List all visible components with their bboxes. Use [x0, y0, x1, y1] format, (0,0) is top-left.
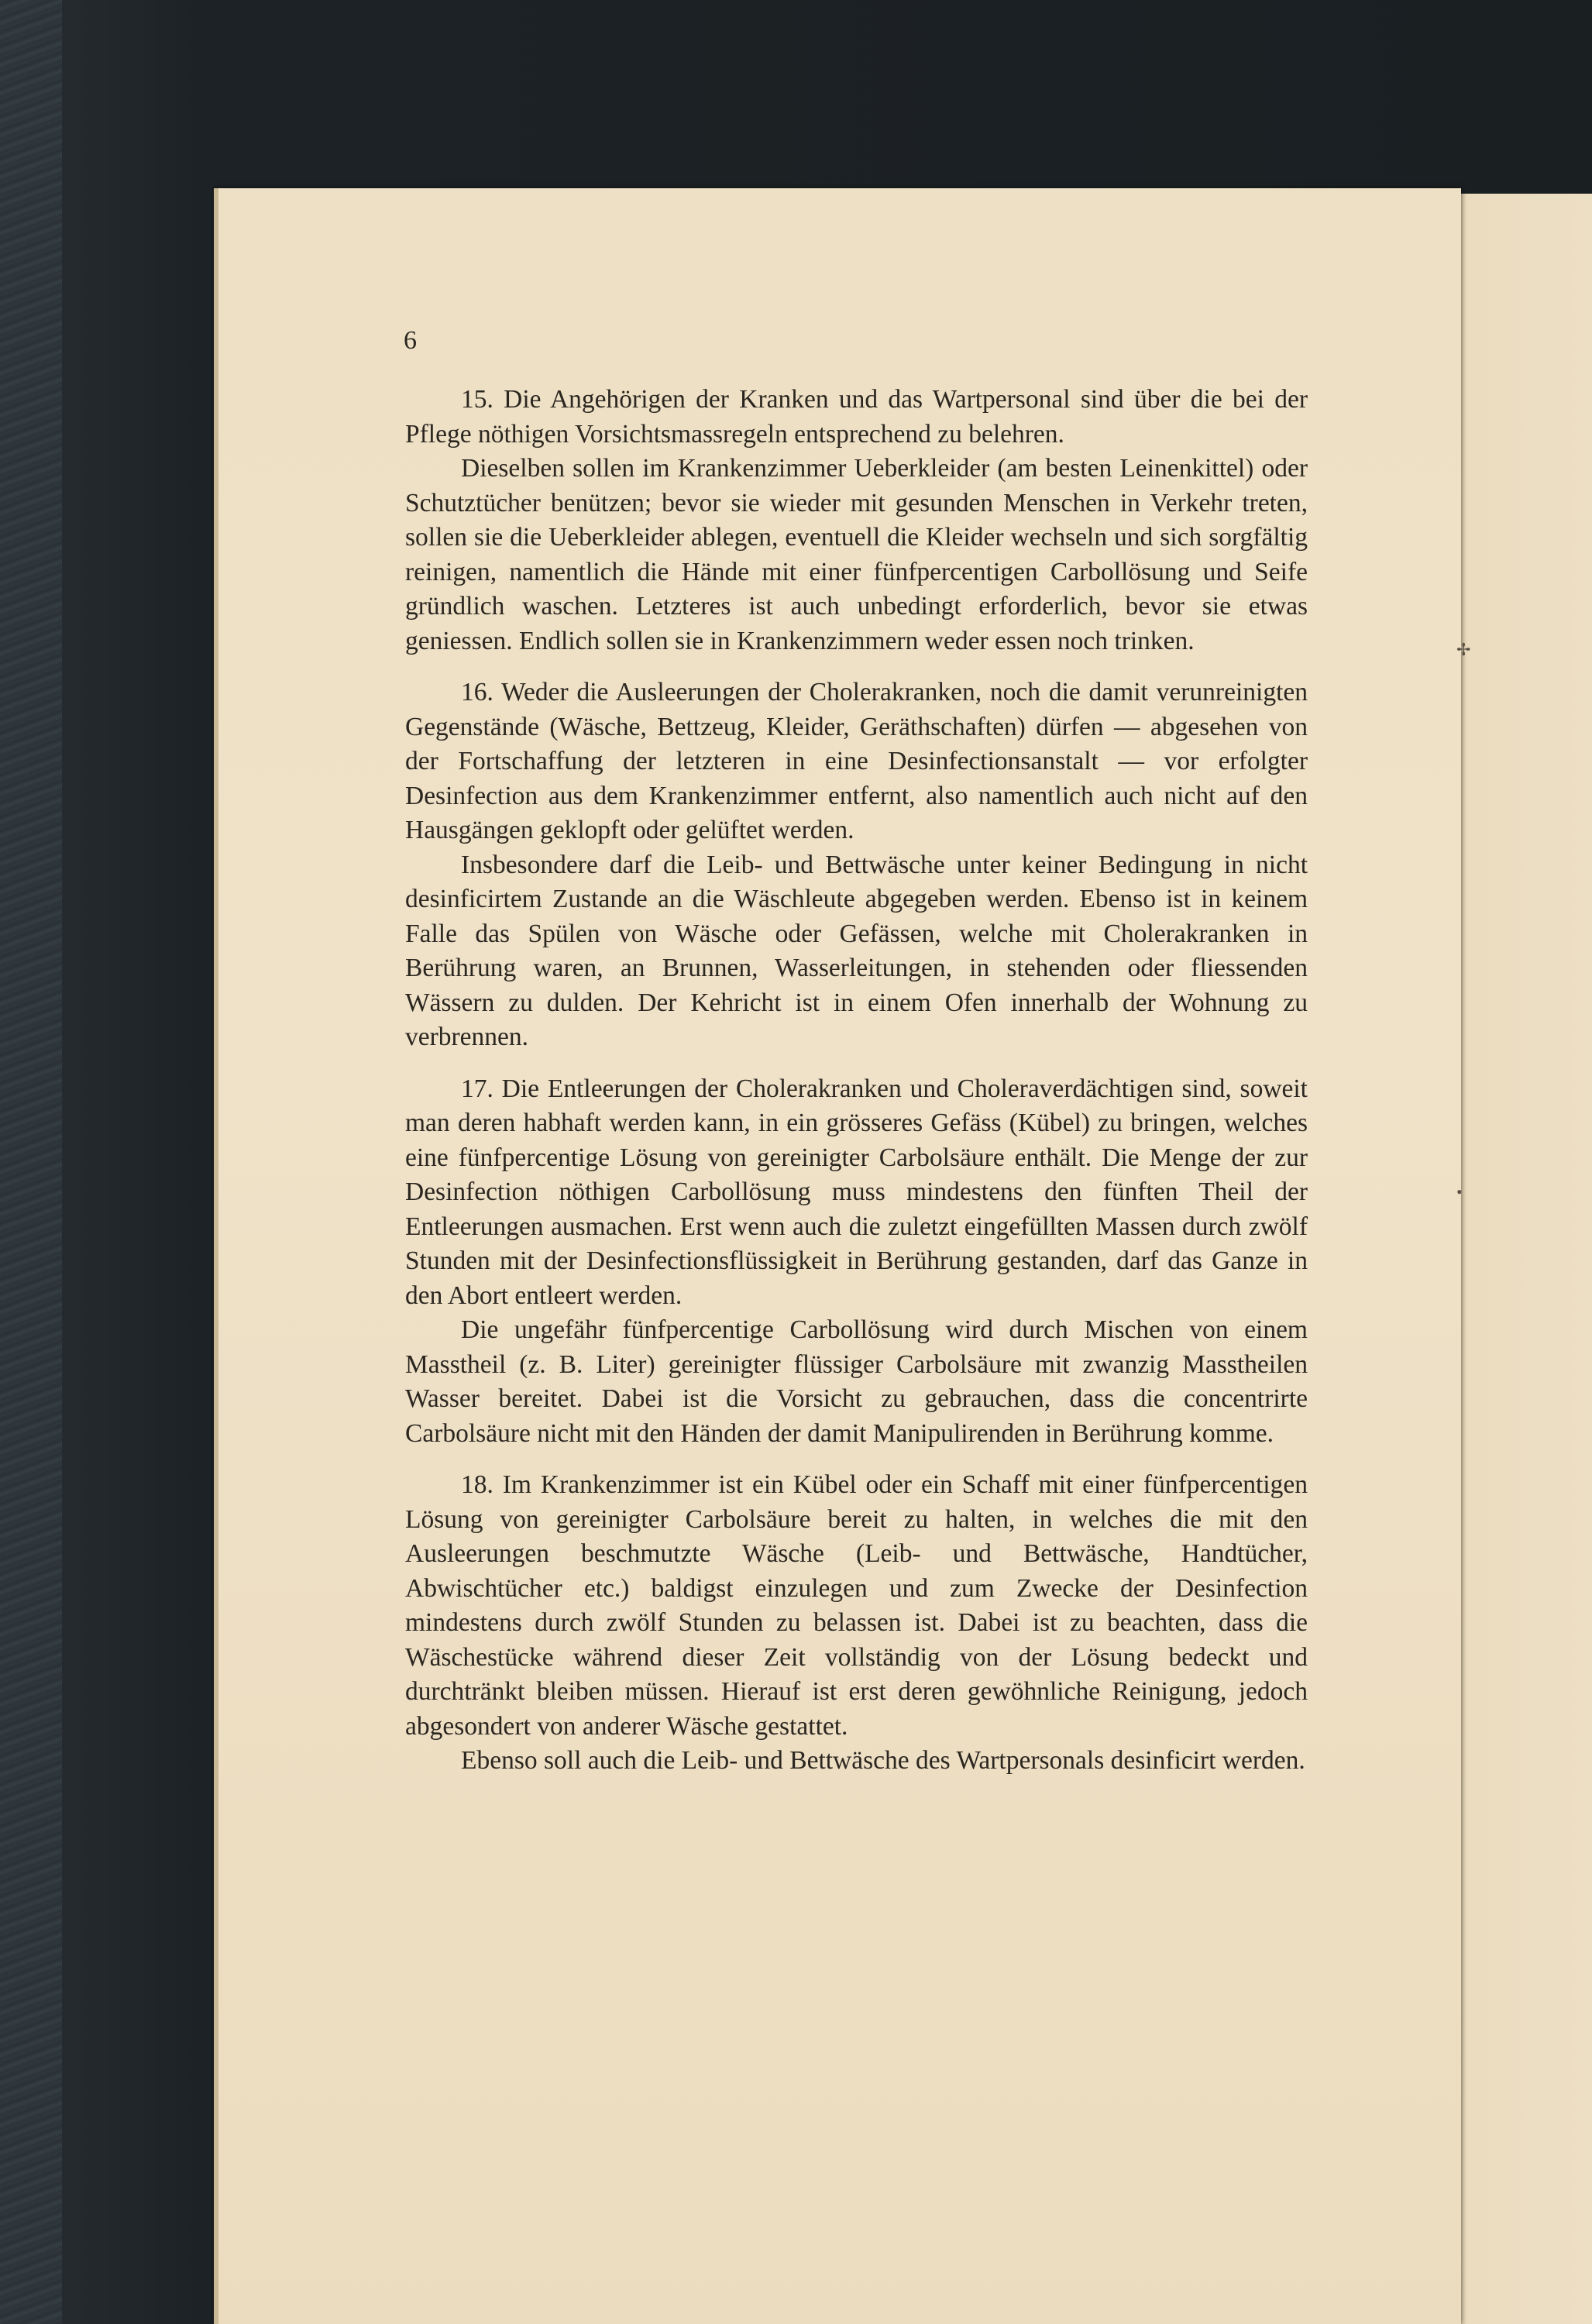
- margin-mark: •: [1456, 1182, 1463, 1202]
- page-number: 6: [404, 326, 417, 355]
- paragraph: Ebenso soll auch die Leib- und Bettwäsche des Wartpersonals desinficirt werden.: [461, 1746, 1305, 1775]
- paragraph: 18. Im Krankenzimmer ist ein Kübel oder ein Schaff mit einer fünfpercentigen Lösung von gereinigter Carbolsäure bereit zu halten, in welches die mit den Ausleerungen beschmutzte Wäsche (Leib- und Bettwäsche, Handtücher, Abwischtücher etc.) baldigst einzulegen und zum Zwecke der Desinfection mindestens durch zwölf Stunden zu belassen ist. Dabei ist zu beachten, dass die Wäschestücke während dieser Zeit vollständig von der Lösung bedeckt und durchtränkt bleiben müssen. Hierauf ist erst deren gewöhnliche Reinigung, jedoch abgesondert von anderer Wäsche gestattet.: [405, 1470, 1308, 1741]
- section-16: [405, 676, 1308, 1055]
- paragraph: 16. Weder die Ausleerungen der Cholerakranken, noch die damit verunreinigten Gegenstände (Wäsche, Bettzeug, Kleider, Geräthschaften) dürfen — abgesehen von der Fortschaffung der letzteren in eine Desinfectionsanstalt — vor erfolgter Desinfection aus dem Krankenzimmer entfernt, also namentlich auch nicht auf den Hausgängen geklopft oder gelüftet werden.: [405, 678, 1308, 844]
- paragraph: Dieselben sollen im Krankenzimmer Ueberkleider (am besten Leinenkittel) oder Schutztücher benützen; bevor sie wieder mit gesunden Menschen in Verkehr treten, sollen sie die Ueberkleider ablegen, eventuell die Kleider wechseln und sich sorgfältig reinigen, namentlich die Hände mit einer fünfpercentigen Carbollösung und Seife gründlich waschen. Letzteres ist auch unbedingt erforderlich, bevor sie etwas geniessen. Endlich sollen sie in Krankenzimmern weder essen noch trinken.: [405, 454, 1308, 655]
- document-body: [405, 383, 1308, 1779]
- section-17: [405, 1072, 1308, 1452]
- paragraph: 17. Die Entleerungen der Cholerakranken und Choleraverdächtigen sind, soweit man deren habhaft werden kann, in ein grösseres Gefäss (Kübel) zu bringen, welches eine fünfpercentige Lösung von gereinigter Carbolsäure enthält. Die Menge der zur Desinfection nöthigen Carbollösung muss mindestens den fünften Theil der Entleerungen ausmachen. Erst wenn auch die zuletzt eingefüllten Massen durch zwölf Stunden mit der Desinfectionsflüssigkeit in Berührung gestanden, darf das Ganze in den Abort entleert werden.: [405, 1074, 1308, 1310]
- paragraph: Insbesondere darf die Leib- und Bettwäsche unter keiner Bedingung in nicht desinficirtem Zustande an die Wäschleute abgegeben werden. Ebenso ist in keinem Falle das Spülen von Wäsche oder Gefässen, welche mit Cholerakranken in Berührung waren, an Brunnen, Wasserleitungen, in stehenden oder fliessenden Wässern zu dulden. Der Kehricht ist in einem Ofen innerhalb der Wohnung zu verbrennen.: [405, 850, 1308, 1051]
- margin-mark: ✢: [1456, 640, 1471, 659]
- paragraph: 15. Die Angehörigen der Kranken und das Wartpersonal sind über die bei der Pflege nöthigen Vorsichtsmassregeln entsprechend zu belehren.: [405, 385, 1308, 449]
- section-18: [405, 1468, 1308, 1779]
- facing-page-edge: [1461, 194, 1592, 2324]
- section-15: [405, 383, 1308, 658]
- book-cover-edge: [0, 0, 62, 2324]
- paragraph: Die ungefähr fünfpercentige Carbollösung wird durch Mischen von einem Masstheil (z. B. Liter) gereinigter flüssiger Carbolsäure mit zwanzig Masstheilen Wasser bereitet. Dabei ist die Vorsicht zu gebrauchen, dass die concentrirte Carbolsäure nicht mit den Händen der damit Manipulirenden in Berührung komme.: [405, 1315, 1308, 1448]
